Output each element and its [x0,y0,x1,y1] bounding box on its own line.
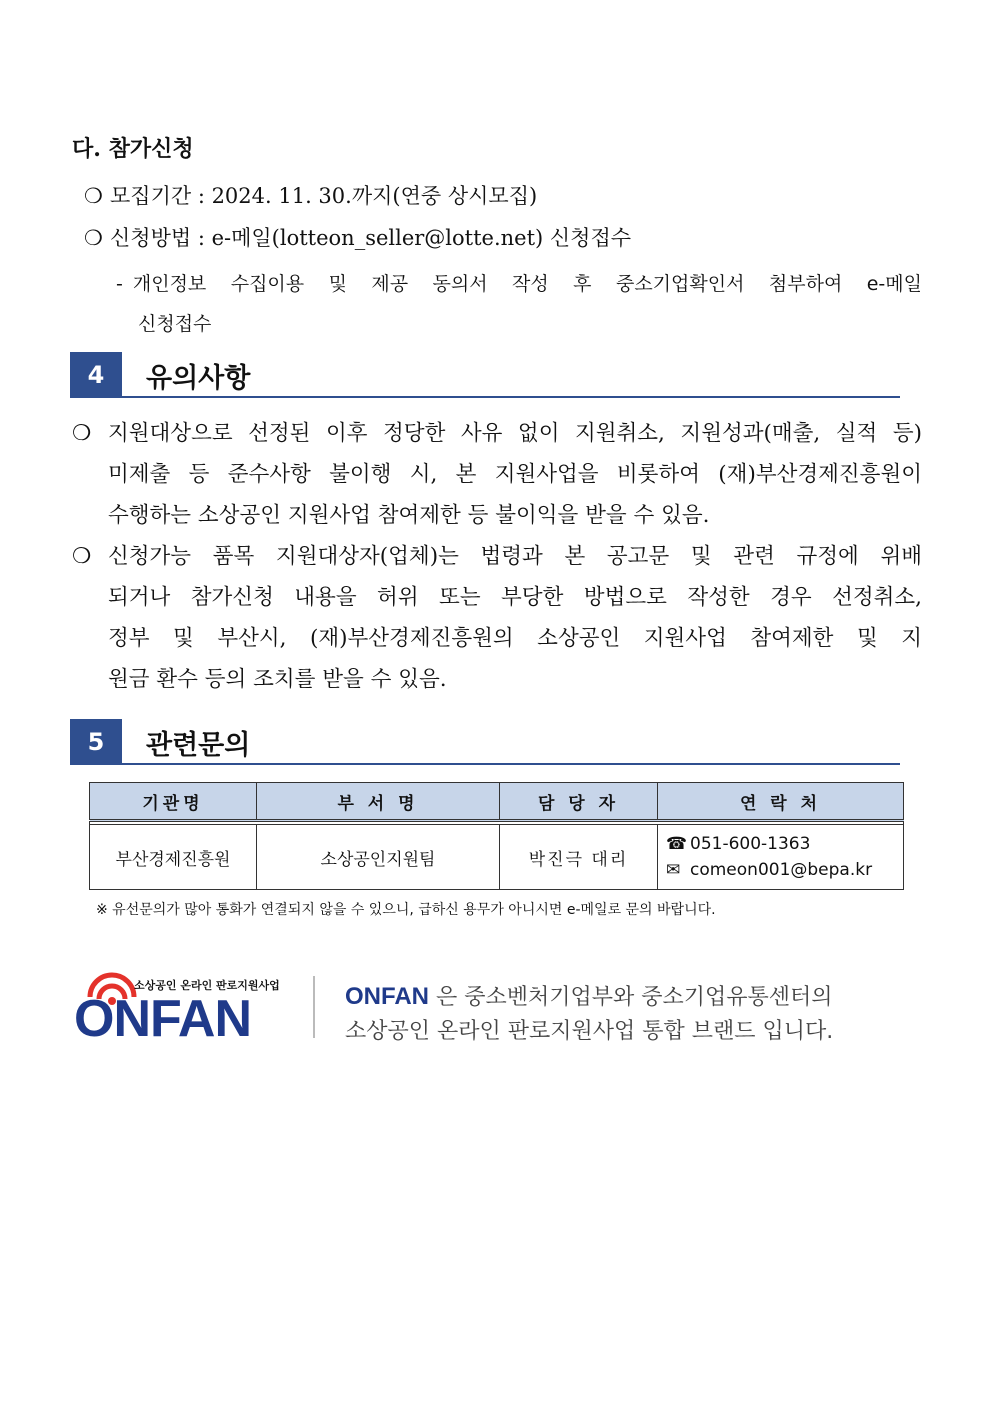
dash-icon: - [116,273,123,295]
cell-dept: 소상공인지원팀 [257,825,500,890]
logo-divider [313,976,315,1038]
logo-tagline: 소상공인 온라인 판로지원사업 [134,979,280,992]
header-org: 기관명 [90,783,257,821]
para-line: 지원대상으로 선정된 이후 정당한 사유 없이 지원취소, 지원성과(매출, 실적 등) [108,421,922,446]
notice-paragraph [72,413,922,536]
sub-item-line1: 개인정보 수집이용 및 제공 동의서 작성 후 중소기업확인서 첨부하여 e-메일 [132,273,922,295]
recruit-period-text: 모집기간 : 2024. 11. 30.까지(연중 상시모집) [110,184,538,208]
bullet-icon: ❍ [72,544,92,569]
section5-title: 관련문의 [146,730,251,761]
para-line: 미제출 등 준수사항 불이행 시, 본 지원사업을 비롯하여 (재)부산경제진흥원이 [108,462,922,487]
brand-word: ONFAN [345,983,429,1010]
brand-description [345,980,833,1049]
apply-method-text: 신청방법 : e-메일(lotteon_seller@lotte.net) 신청접수 [110,226,632,250]
apply-method-item [84,222,631,252]
section5-rule [70,763,900,765]
para-line: 수행하는 소상공인 지원사업 참여제한 등 불이익을 받을 수 있음. [108,503,710,528]
section4-rule [70,396,900,398]
bullet-icon: ❍ [72,421,92,446]
brand-desc-line2: 소상공인 온라인 판로지원사업 통합 브랜드 입니다. [345,1019,834,1044]
cell-person: 박진극 대리 [500,825,658,890]
para-line: 정부 및 부산시, (재)부산경제진흥원의 소상공인 지원사업 참여제한 및 지 [108,626,922,651]
contact-note: ※ 유선문의가 많아 통화가 연결되지 않을 수 있으니, 급하신 용무가 아니시면 e-메일로 문의 바랍니다. [96,902,716,918]
notice-paragraph [72,536,922,700]
apply-sub-item [116,264,922,344]
email-address[interactable]: comeon001@bepa.kr [690,860,873,880]
section4-number: 4 [70,352,122,398]
recruit-period-item [84,180,537,210]
phone-number: 051-600-1363 [690,834,811,854]
header-person: 담 당 자 [500,783,658,821]
bullet-icon: ❍ [84,184,103,208]
table-header-row [90,783,904,821]
para-line: 신청가능 품목 지원대상자(업체)는 법령과 본 공고문 및 관련 규정에 위배 [108,544,922,569]
participation-heading: 다. 참가신청 [72,136,194,162]
section4-body [72,413,922,700]
mail-icon: ✉ [666,860,681,880]
cell-org: 부산경제진흥원 [90,825,257,890]
bullet-icon: ❍ [84,226,103,250]
phone-icon: ☎ [666,834,688,854]
table-row [90,825,904,890]
header-contact: 연 락 처 [658,783,904,821]
contact-table [89,782,904,890]
logo-word: ONFAN [74,990,251,1048]
section5-number: 5 [70,719,122,765]
section4-title: 유의사항 [146,363,251,394]
onfan-logo [74,965,294,1048]
para-line: 되거나 참가신청 내용을 허위 또는 부당한 방법으로 작성한 경우 선정취소, [108,585,922,610]
para-line: 원금 환수 등의 조치를 받을 수 있음. [108,667,447,692]
cell-contact [658,825,904,890]
header-dept: 부 서 명 [257,783,500,821]
brand-desc-line1: 은 중소벤처기업부와 중소기업유통센터의 [436,985,833,1010]
sub-item-line2: 신청접수 [138,313,212,335]
